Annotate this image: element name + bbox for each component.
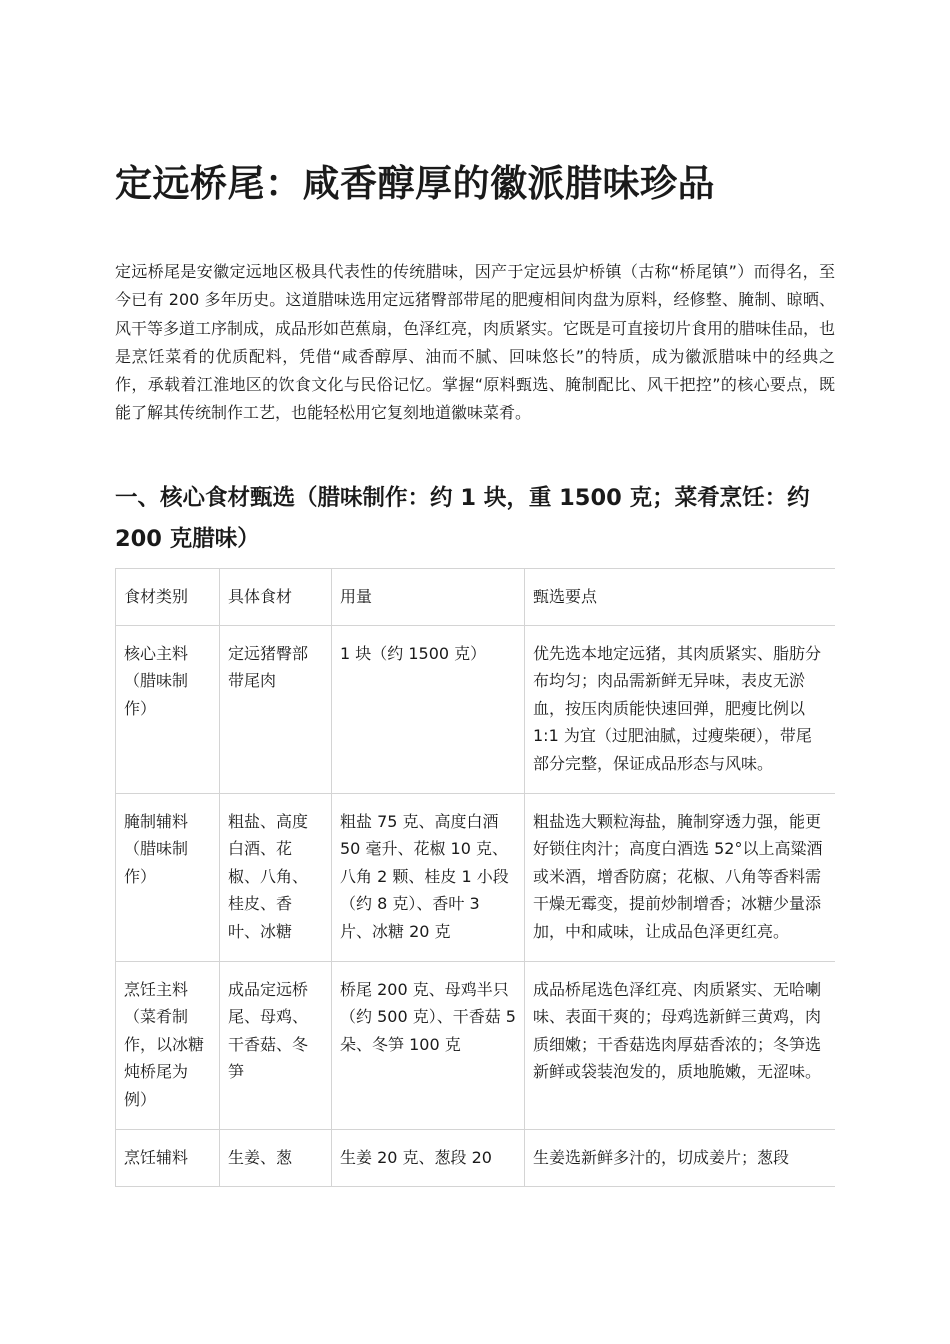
section-heading: 一、核心食材甄选（腊味制作：约 1 块，重 1500 克；菜肴烹饪：约 200 克腊味） xyxy=(115,485,810,552)
cell-category: 核心主料（腊味制作） xyxy=(116,625,220,793)
intro-paragraph: 定远桥尾是安徽定远地区极具代表性的传统腊味，因产于定远县炉桥镇（古称“桥尾镇”）而得名，至今已有 200 多年历史。这道腊味选用定远猪臀部带尾的肥瘦相间肉盘为原料，经修整、腌制、晾晒、风干等多道工序制成，成品形如芭蕉扇，色泽红亮，肉质紧实。它既是可直接切片食用的腊味佳品，也是烹饪菜肴的优质配料，凭借“咸香醇厚、油而不腻、回味悠长”的特质，成为徽派腊味中的经典之作，承载着江淮地区的饮食文化与民俗记忆。掌握“原料甄选、腌制配比、风干把控”的核心要点，既能了解其传统制作工艺，也能轻松用它复刻地道徽味菜肴。 xyxy=(115,262,836,423)
cell-items: 成品定远桥尾、母鸡、干香菇、冬笋 xyxy=(220,961,332,1129)
header-items: 具体食材 xyxy=(220,569,332,626)
table-header-row xyxy=(116,569,836,626)
cell-items: 生姜、葱 xyxy=(220,1129,332,1187)
cell-amount: 生姜 20 克、葱段 20 xyxy=(332,1129,525,1187)
cell-amount: 桥尾 200 克、母鸡半只（约 500 克）、干香菇 5 朵、冬笋 100 克 xyxy=(332,961,525,1129)
header-amount: 用量 xyxy=(332,569,525,626)
cell-items: 粗盐、高度白酒、花椒、八角、桂皮、香叶、冰糖 xyxy=(220,793,332,961)
cell-category: 烹饪辅料 xyxy=(116,1129,220,1187)
header-category: 食材类别 xyxy=(116,569,220,626)
cell-category: 烹饪主料（菜肴制作，以冰糖炖桥尾为例） xyxy=(116,961,220,1129)
cell-notes: 优先选本地定远猪，其肉质紧实、脂肪分布均匀；肉品需新鲜无异味，表皮无淤血，按压肉质能快速回弹，肥瘦比例以 1:1 为宜（过肥油腻，过瘦柴硬），带尾部分完整，保证成品形态与风味。 xyxy=(525,625,836,793)
cell-notes: 生姜选新鲜多汁的，切成姜片；葱段 xyxy=(525,1129,836,1187)
cell-notes: 成品桥尾选色泽红亮、肉质紧实、无哈喇味、表面干爽的；母鸡选新鲜三黄鸡，肉质细嫩；干香菇选肉厚菇香浓的；冬笋选新鲜或袋装泡发的，质地脆嫩，无涩味。 xyxy=(525,961,836,1129)
ingredients-table-container xyxy=(115,568,835,1216)
cell-category: 腌制辅料（腊味制作） xyxy=(116,793,220,961)
cell-notes: 粗盐选大颗粒海盐，腌制穿透力强，能更好锁住肉汁；高度白酒选 52°以上高粱酒或米酒，增香防腐；花椒、八角等香料需干燥无霉变，提前炒制增香；冰糖少量添加，中和咸味，让成品色泽更红亮。 xyxy=(525,793,836,961)
table-row xyxy=(116,1129,836,1187)
table-row xyxy=(116,793,836,961)
table-row xyxy=(116,961,836,1129)
cell-items: 定远猪臀部带尾肉 xyxy=(220,625,332,793)
cell-amount: 粗盐 75 克、高度白酒 50 毫升、花椒 10 克、八角 2 颗、桂皮 1 小段（约 8 克）、香叶 3 片、冰糖 20 克 xyxy=(332,793,525,961)
header-notes: 甄选要点 xyxy=(525,569,836,626)
ingredients-table xyxy=(115,568,835,1187)
page-title: 定远桥尾：咸香醇厚的徽派腊味珍品 xyxy=(115,162,715,205)
table-row xyxy=(116,625,836,793)
cell-amount: 1 块（约 1500 克） xyxy=(332,625,525,793)
